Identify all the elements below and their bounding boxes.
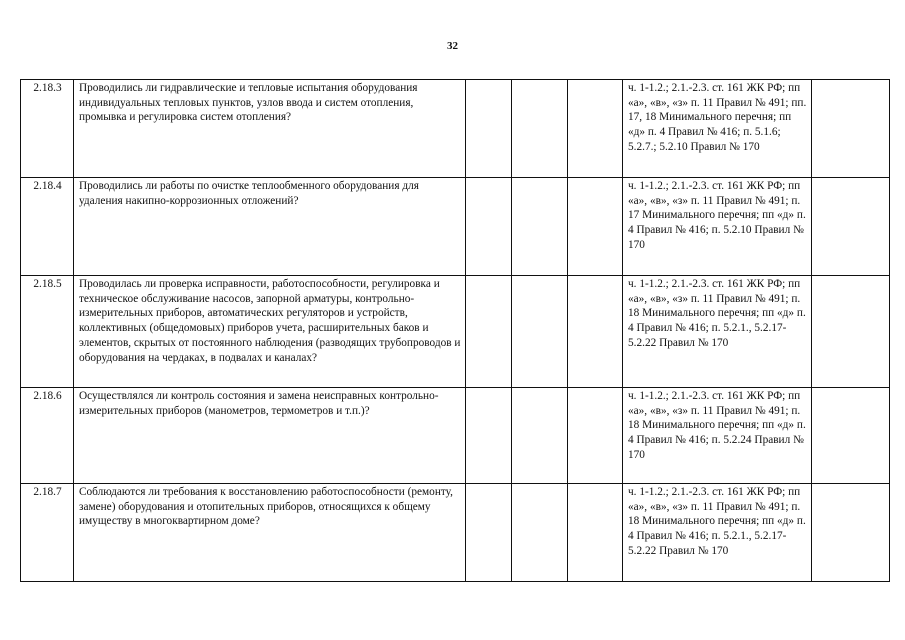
question-text: Осуществлялся ли контроль состояния и замена неисправных контрольно-измерительных приборов (манометров, термометров и т.п.)?	[74, 388, 466, 484]
answer-cell-yes[interactable]	[466, 178, 512, 276]
legal-reference: ч. 1-1.2.; 2.1.-2.3. ст. 161 ЖК РФ; пп «а», «в», «з» п. 11 Правил № 491; п. 18 Минимального перечня; пп «д» п. 4 Правил № 416; п. 5.2.1., 5.2.17-5.2.22 Правил № 170	[623, 276, 812, 388]
legal-reference: ч. 1-1.2.; 2.1.-2.3. ст. 161 ЖК РФ; пп «а», «в», «з» п. 11 Правил № 491; п. 18 Минимального перечня; пп «д» п. 4 Правил № 416; п. 5.2.1., 5.2.17-5.2.22 Правил № 170	[623, 484, 812, 582]
question-text: Проводились ли работы по очистке теплообменного оборудования для удаления накипно-коррозионных отложений?	[74, 178, 466, 276]
table-row	[21, 484, 890, 582]
answer-cell-no[interactable]	[512, 276, 568, 388]
row-number: 2.18.4	[21, 178, 74, 276]
note-cell[interactable]	[812, 80, 890, 178]
answer-cell-no[interactable]	[512, 484, 568, 582]
legal-reference: ч. 1-1.2.; 2.1.-2.3. ст. 161 ЖК РФ; пп «а», «в», «з» п. 11 Правил № 491; п. 17 Минимального перечня; пп «д» п. 4 Правил № 416; п. 5.2.10 Правил № 170	[623, 178, 812, 276]
row-number: 2.18.5	[21, 276, 74, 388]
page-number: 32	[447, 40, 458, 52]
table-row	[21, 276, 890, 388]
row-number: 2.18.7	[21, 484, 74, 582]
table-row	[21, 80, 890, 178]
answer-cell-na[interactable]	[568, 484, 623, 582]
table-row	[21, 178, 890, 276]
answer-cell-na[interactable]	[568, 80, 623, 178]
table-row	[21, 388, 890, 484]
note-cell[interactable]	[812, 388, 890, 484]
note-cell[interactable]	[812, 178, 890, 276]
answer-cell-no[interactable]	[512, 388, 568, 484]
note-cell[interactable]	[812, 276, 890, 388]
question-text: Соблюдаются ли требования к восстановлению работоспособности (ремонту, замене) оборудования и отопительных приборов, относящихся к общему имуществу в многоквартирном доме?	[74, 484, 466, 582]
answer-cell-yes[interactable]	[466, 484, 512, 582]
question-text: Проводились ли гидравлические и тепловые испытания оборудования индивидуальных тепловых пунктов, узлов ввода и систем отопления, промывка и регулировка систем отопления?	[74, 80, 466, 178]
checklist-table	[20, 79, 890, 582]
answer-cell-no[interactable]	[512, 80, 568, 178]
row-number: 2.18.3	[21, 80, 74, 178]
answer-cell-yes[interactable]	[466, 80, 512, 178]
answer-cell-na[interactable]	[568, 178, 623, 276]
legal-reference: ч. 1-1.2.; 2.1.-2.3. ст. 161 ЖК РФ; пп «а», «в», «з» п. 11 Правил № 491; п. 18 Минимального перечня; пп «д» п. 4 Правил № 416; п. 5.2.24 Правил № 170	[623, 388, 812, 484]
row-number: 2.18.6	[21, 388, 74, 484]
answer-cell-yes[interactable]	[466, 276, 512, 388]
answer-cell-na[interactable]	[568, 276, 623, 388]
answer-cell-no[interactable]	[512, 178, 568, 276]
answer-cell-yes[interactable]	[466, 388, 512, 484]
question-text: Проводилась ли проверка исправности, работоспособности, регулировка и техническое обслуживание насосов, запорной арматуры, контрольно-измерительных приборов, автоматических регуляторов и устройств, коллективных (общедомовых) приборов учета, расширительных баков и элементов, скрытых от постоянного наблюдения (разводящих трубопроводов и оборудования на чердаках, в подвалах и каналах?	[74, 276, 466, 388]
legal-reference: ч. 1-1.2.; 2.1.-2.3. ст. 161 ЖК РФ; пп «а», «в», «з» п. 11 Правил № 491; пп. 17, 18 Минимального перечня; пп «д» п. 4 Правил № 416; п. 5.1.6; 5.2.7.; 5.2.10 Правил № 170	[623, 80, 812, 178]
answer-cell-na[interactable]	[568, 388, 623, 484]
note-cell[interactable]	[812, 484, 890, 582]
